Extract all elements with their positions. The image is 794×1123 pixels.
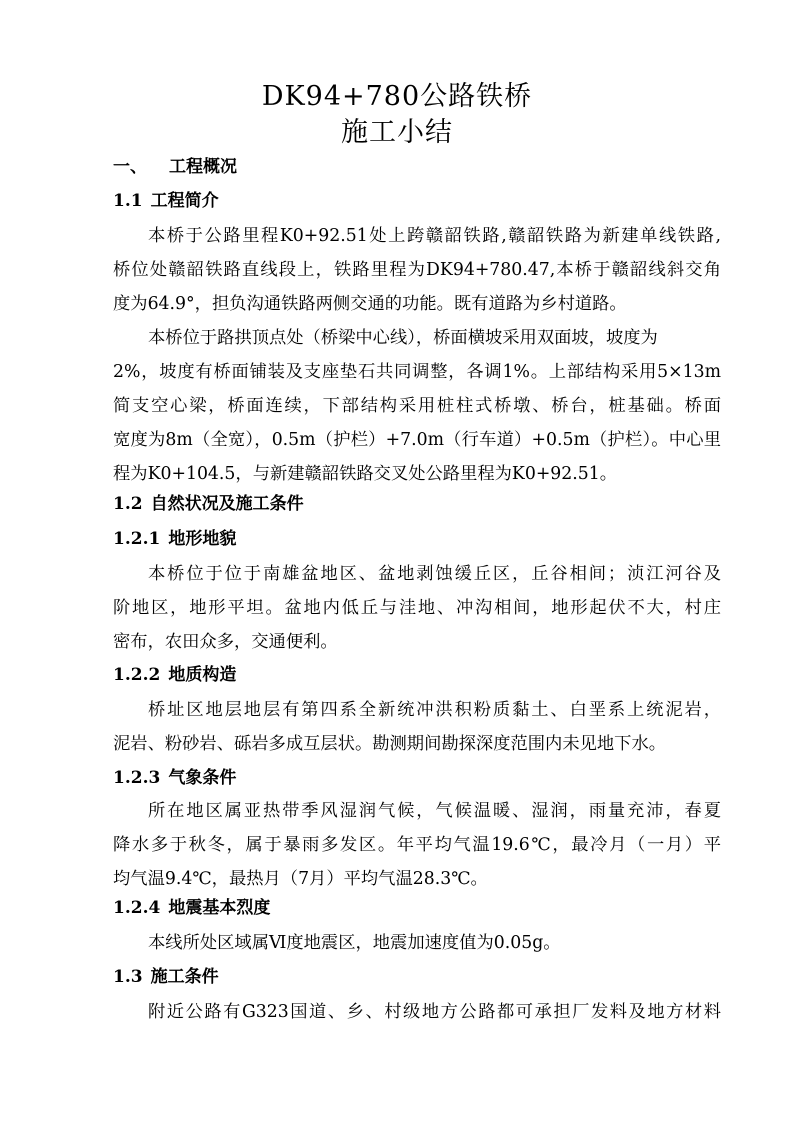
text-line: 阶地区，地形平坦。盆地内低丘与洼地、冲沟相间，地形起伏不大，村庄 — [113, 598, 721, 618]
section-title: 地形地貌 — [168, 529, 237, 549]
paragraph-climate — [113, 794, 721, 896]
paragraph-bridge-structure — [113, 321, 721, 491]
section-number: 1.2.2 — [113, 665, 161, 685]
section-number: 1.3 — [113, 967, 143, 987]
text-line: 密布，农田众多，交通便利。 — [113, 632, 338, 652]
text-line: 泥岩、粉砂岩、砾岩多成互层状。勘测期间勘探深度范围内未见地下水。 — [113, 734, 667, 754]
section-heading-1-1 — [113, 189, 219, 213]
section-heading-1-2-1 — [113, 527, 236, 551]
text-line: 本桥于公路里程K0+92.51处上跨赣韶铁路,赣韶铁路为新建单线铁路, — [148, 226, 721, 246]
section-title: 工程简介 — [150, 191, 219, 211]
doc-title-line1: DK94+780公路铁桥 — [261, 81, 533, 112]
section-number: 1.2.4 — [113, 898, 161, 918]
section-heading-1-2 — [113, 492, 304, 516]
text-line: 简支空心梁，桥面连续，下部结构采用桩柱式桥墩、桥台，桩基础。桥面 — [113, 396, 721, 416]
paragraph-bridge-overview — [113, 219, 721, 321]
text-line: 本桥位于路拱顶点处（桥梁中心线），桥面横坡采用双面坡，坡度为 — [148, 328, 658, 348]
text-line: 程为K0+104.5，与新建赣韶铁路交叉处公路里程为K0+92.51。 — [113, 464, 618, 484]
paragraph-construction-conditions — [113, 995, 721, 1029]
section-title: 气象条件 — [168, 768, 237, 788]
section-title: 地震基本烈度 — [168, 898, 271, 918]
section-heading-1-2-3 — [113, 766, 236, 790]
section-title: 施工条件 — [150, 967, 219, 987]
text-line: 均气温9.4℃，最热月（7月）平均气温28.3℃。 — [113, 869, 488, 889]
text-line: 桥位处赣韶铁路直线段上，铁路里程为DK94+780.47,本桥于赣韶线斜交角 — [113, 260, 721, 280]
section-heading-1-2-4 — [113, 896, 270, 920]
section-title: 地质构造 — [168, 665, 237, 685]
section-number: 1.1 — [113, 191, 143, 211]
paragraph-seismic — [113, 926, 721, 960]
text-line: 本桥位于位于南雄盆地区、盆地剥蚀缓丘区，丘谷相间；浈江河谷及 — [148, 564, 721, 584]
paragraph-geology — [113, 693, 721, 761]
text-line: 附近公路有G323国道、乡、村级地方公路都可承担厂发料及地方材料 — [148, 1002, 721, 1022]
section-heading-1-2-2 — [113, 663, 236, 687]
text-line: 桥址区地层地层有第四系全新统冲洪积粉质黏土、白垩系上统泥岩， — [148, 700, 721, 720]
text-line: 降水多于秋冬，属于暴雨多发区。年平均气温19.6℃，最冷月（一月）平 — [113, 835, 721, 855]
text-line: 本线所处区域属Ⅵ度地震区，地震加速度值为0.05g。 — [148, 933, 561, 953]
section-number: 1.2 — [113, 494, 143, 514]
text-line: 所在地区属亚热带季风湿润气候，气候温暖、湿润，雨量充沛，春夏 — [148, 801, 721, 821]
section-heading-1 — [113, 155, 237, 179]
text-line: 宽度为8m（全宽），0.5m（护栏）+7.0m（行车道）+0.5m（护栏）。中心里 — [113, 430, 721, 450]
doc-title-line2: 施工小结 — [341, 117, 453, 148]
section-number: 1.2.1 — [113, 529, 161, 549]
paragraph-terrain — [113, 557, 721, 659]
section-title: 工程概况 — [169, 157, 237, 177]
section-number: 1.2.3 — [113, 768, 161, 788]
text-line: 2%，坡度有桥面铺装及支座垫石共同调整，各调1%。上部结构采用5×13m — [113, 362, 721, 382]
section-heading-1-3 — [113, 965, 219, 989]
text-line: 度为64.9°，担负沟通铁路两侧交通的功能。既有道路为乡村道路。 — [113, 294, 627, 314]
section-number: 一、 — [113, 157, 147, 177]
section-title: 自然状况及施工条件 — [150, 494, 304, 514]
